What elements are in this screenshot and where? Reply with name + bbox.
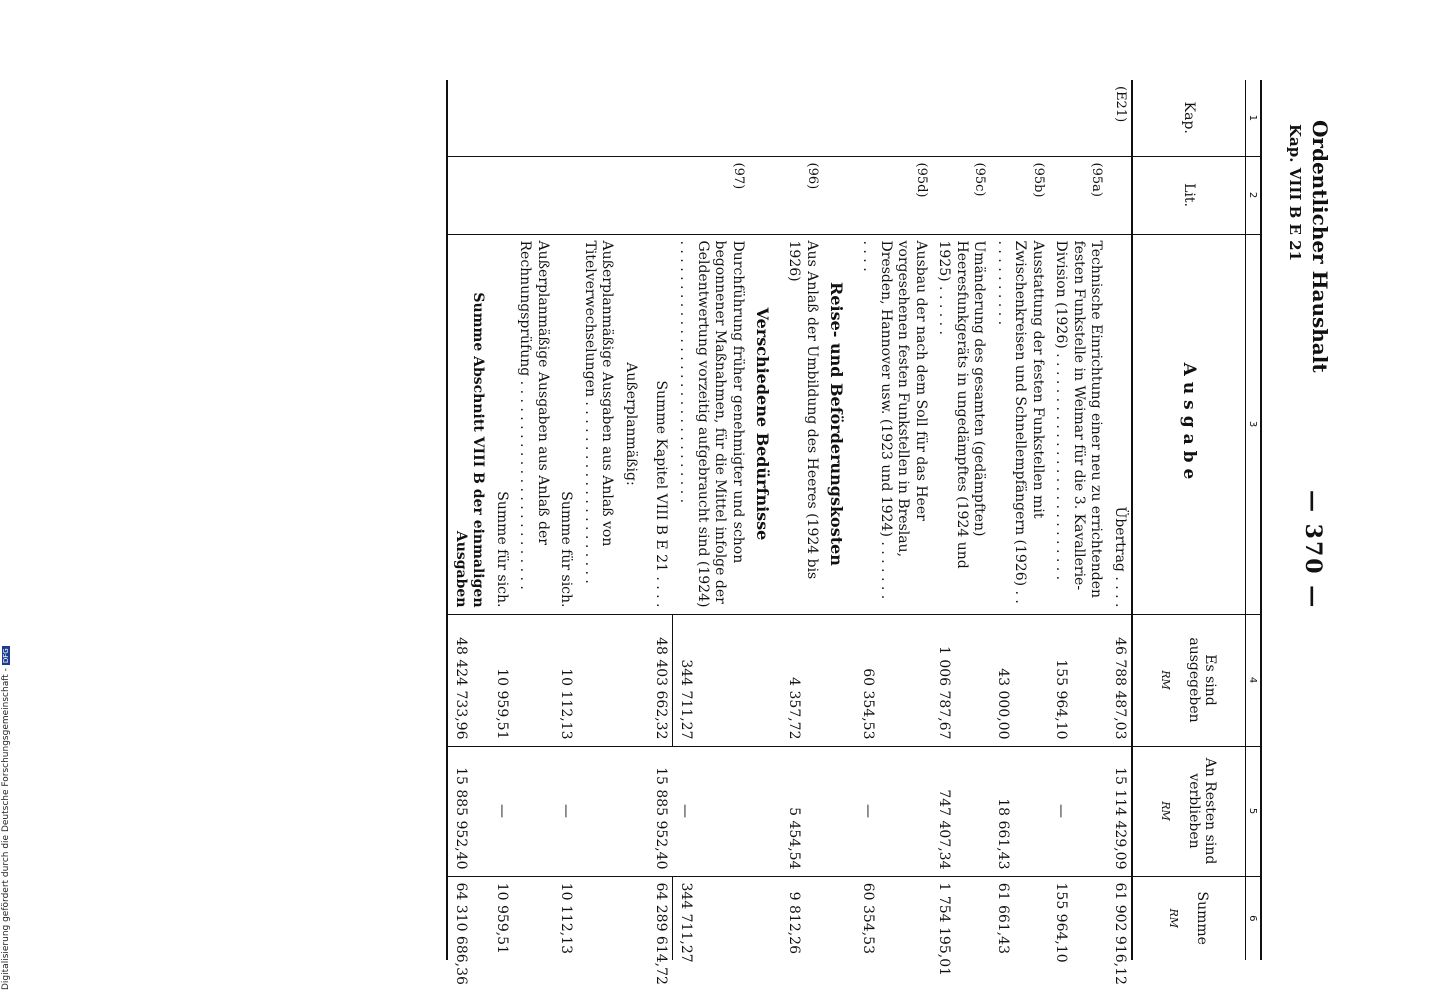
- cell-kap: [932, 80, 991, 156]
- cell-ausgegeben: [578, 614, 619, 746]
- table-row: [991, 80, 1050, 960]
- cell-ausgegeben: 48 403 662,32: [649, 614, 673, 746]
- empty-cell: [490, 156, 514, 234]
- cell-ausgegeben: 155 964,10: [1049, 614, 1108, 746]
- empty-cell: [649, 156, 673, 234]
- empty-cell: [513, 80, 554, 156]
- cell-reste: 15 885 952,40: [448, 746, 490, 876]
- cell-lit: (96): [782, 156, 823, 234]
- cell-reste: [578, 746, 619, 876]
- empty-cell: [749, 876, 782, 960]
- cell-lit: [1108, 156, 1133, 234]
- section-row: [619, 80, 650, 960]
- cell-kap: [1049, 80, 1108, 156]
- cell-summe: 10 959,51: [490, 876, 514, 960]
- empty-cell: [823, 156, 856, 234]
- cell-reste: 15 885 952,40: [649, 746, 673, 876]
- page-header: [1270, 80, 1334, 960]
- cell-summe: [578, 876, 619, 960]
- cell-lit: (97): [673, 156, 749, 234]
- cell-reste: 5 454,54: [782, 746, 823, 876]
- unit-label: RM: [1167, 908, 1181, 929]
- column-number: 6: [1246, 876, 1262, 960]
- cell-description: Technische Einrichtung einer neu zu errichtenden festen Funkstelle in Weimar für die 3. Kavallerie-Division (1926) . . . . . . . . . . . . . . . . . . . . . . . . . .: [1049, 234, 1108, 614]
- cell-kap: [673, 80, 749, 156]
- cell-summe: 64 310 686,36: [448, 876, 490, 960]
- empty-cell: [619, 614, 650, 746]
- empty-cell: [749, 80, 782, 156]
- cell-reste: —: [554, 746, 578, 876]
- table-row: [578, 80, 619, 960]
- table-row: [673, 80, 749, 960]
- cell-ausgegeben: [513, 614, 554, 746]
- cell-reste: —: [1049, 746, 1108, 876]
- cell-description: Aus Anlaß der Umbildung des Heeres (1924 bis 1926): [782, 234, 823, 614]
- cell-ausgegeben: 4 357,72: [782, 614, 823, 746]
- cell-summe: 9 812,26: [782, 876, 823, 960]
- column-number: 1: [1246, 80, 1262, 156]
- budget-table: [447, 80, 1263, 985]
- cell-description: Übertrag . . . .: [1108, 234, 1133, 614]
- cell-reste: 15 114 429,09: [1108, 746, 1133, 876]
- header-lit: Lit.: [1132, 156, 1246, 234]
- empty-cell: [554, 156, 578, 234]
- cell-lit: (95a): [1049, 156, 1108, 234]
- section-row: [823, 80, 856, 960]
- cell-ausgegeben: 1 006 787,67: [932, 614, 991, 746]
- empty-cell: [448, 156, 490, 234]
- cell-kap: [782, 80, 823, 156]
- column-number: 2: [1246, 156, 1262, 234]
- empty-cell: [749, 156, 782, 234]
- cell-description: Durchführung früher genehmigter und schon begonnener Maßnahmen, für die Mittel infolge der Geldentwertung vorzeitig aufgebraucht sind (1924) . . . . . . . . . . . . . . . . . . . . . . . . . . . . . .: [673, 234, 749, 614]
- cell-ausgegeben: 46 788 487,03: [1108, 614, 1133, 746]
- cell-ausgegeben: 344 711,27: [673, 614, 749, 746]
- cell-reste: [513, 746, 554, 876]
- subtotal-label: Summe für sich.: [554, 234, 578, 614]
- cell-summe: [513, 876, 554, 960]
- cell-kap: (E21): [1113, 86, 1128, 123]
- cell-ausgegeben: 48 424 733,96: [448, 614, 490, 746]
- header-ausgabe: Ausgabe: [1132, 234, 1246, 614]
- cell-ausgegeben: 60 354,53: [856, 614, 932, 746]
- empty-cell: [513, 156, 554, 234]
- document-title: Ordentlicher Haushalt: [1308, 120, 1332, 373]
- digitization-note: [1, 646, 11, 990]
- column-number-row: [1246, 80, 1262, 960]
- empty-cell: [554, 80, 578, 156]
- document-page: [64, 80, 1334, 985]
- page-number: — 370 —: [1300, 490, 1326, 610]
- cell-ausgegeben: 43 000,00: [991, 614, 1050, 746]
- cell-ausgegeben: 10 112,13: [554, 614, 578, 746]
- section-heading: Verschiedene Bedürfnisse: [749, 234, 782, 614]
- table-row: [513, 80, 554, 960]
- empty-cell: [578, 156, 619, 234]
- header-ausgegeben: [1132, 614, 1246, 746]
- column-number: 3: [1246, 234, 1262, 614]
- unit-label: RM: [1159, 670, 1173, 690]
- empty-cell: [578, 80, 619, 156]
- table-row: [1049, 80, 1108, 960]
- cell-reste: —: [673, 746, 749, 876]
- cell-lit: (95c): [932, 156, 991, 234]
- cell-summe: 344 711,27: [673, 876, 749, 960]
- cell-reste: 747 407,34: [932, 746, 991, 876]
- cell-kap: [856, 80, 932, 156]
- table-row: [856, 80, 932, 960]
- subtotal-row: [554, 80, 578, 960]
- header-summe: [1132, 876, 1246, 960]
- cell-summe: 60 354,53: [856, 876, 932, 960]
- cell-lit: (95d): [856, 156, 932, 234]
- digitization-note-text: Digitalisierung gefördert durch die Deutsche Forschungsgemeinschaft -: [1, 668, 11, 990]
- empty-cell: [619, 80, 650, 156]
- empty-cell: [749, 614, 782, 746]
- cell-ausgegeben: 10 959,51: [490, 614, 514, 746]
- cell-description: Ausbau der nach dem Soll für das Heer vorgesehenen festen Funkstellen in Breslau, Dresden, Hannover usw. (1923 und 1924) . . . . . . . . . . .: [856, 234, 932, 614]
- document-subtitle: Kap. VIII B E 21: [1286, 124, 1304, 262]
- cell-kap: [991, 80, 1050, 156]
- cell-summe: 155 964,10: [1049, 876, 1108, 960]
- cell-summe: 61 661,43: [991, 876, 1050, 960]
- cell-reste: —: [856, 746, 932, 876]
- column-number: 5: [1246, 746, 1262, 876]
- header-reste-label: An Resten sind verblieben: [1186, 757, 1219, 865]
- empty-cell: [448, 80, 490, 156]
- empty-cell: [619, 746, 650, 876]
- dfg-logo: DFG: [1, 648, 10, 664]
- empty-cell: [490, 80, 514, 156]
- table-row: [1108, 80, 1133, 960]
- total-label: Summe Abschnitt VIII B der einmaligen Ausgaben: [448, 234, 490, 614]
- column-number: 4: [1246, 614, 1262, 746]
- cell-description: Außerplanmäßige Ausgaben aus Anlaß der Rechnungsprüfung . . . . . . . . . . . . . . . . . . . . . . . .: [513, 234, 554, 614]
- header-reste: [1132, 746, 1246, 876]
- header-kap: Kap.: [1132, 80, 1246, 156]
- total-row: [448, 80, 490, 960]
- cell-description: Umänderung des gesamten (gedämpften) Heeresfunkgeräts in ungedämpftes (1924 und 1925) . . . . . .: [932, 234, 991, 614]
- cell-lit: (95b): [991, 156, 1050, 234]
- section-row: [749, 80, 782, 960]
- subtotal-row: [649, 80, 673, 960]
- cell-reste: —: [490, 746, 514, 876]
- cell-summe: 10 112,13: [554, 876, 578, 960]
- empty-cell: [749, 746, 782, 876]
- empty-cell: [619, 156, 650, 234]
- header-ausgegeben-label: Es sind ausgegeben: [1186, 637, 1219, 723]
- cell-summe: 61 902 916,12: [1108, 876, 1133, 960]
- section-heading: Außerplanmäßig:: [619, 234, 650, 614]
- subtotal-row: [490, 80, 514, 960]
- cell-summe: 64 289 614,72: [649, 876, 673, 960]
- empty-cell: [823, 746, 856, 876]
- table-row: [782, 80, 823, 960]
- subtotal-label: Summe für sich.: [490, 234, 514, 614]
- table-row: [932, 80, 991, 960]
- empty-cell: [649, 80, 673, 156]
- header-row: [1132, 80, 1246, 960]
- empty-cell: [823, 614, 856, 746]
- cell-summe: 1 754 195,01: [932, 876, 991, 960]
- empty-cell: [823, 876, 856, 960]
- empty-cell: [823, 80, 856, 156]
- cell-reste: 18 661,43: [991, 746, 1050, 876]
- subtotal-label: Summe Kapitel VIII B E 21 . . . .: [649, 234, 673, 614]
- section-heading: Reise- und Beförderungskosten: [823, 234, 856, 614]
- header-summe-label: Summe: [1194, 891, 1211, 945]
- empty-cell: [619, 876, 650, 960]
- cell-description: Außerplanmäßige Ausgaben aus Anlaß von Titelverwechselungen . . . . . . . . . . . . . . . . . . . . .: [578, 234, 619, 614]
- unit-label: RM: [1159, 801, 1173, 821]
- cell-description: Ausstattung der festen Funkstellen mit Zwischenkreisen und Schnellempfängern (1926) . . . . . . . . . . . .: [991, 234, 1050, 614]
